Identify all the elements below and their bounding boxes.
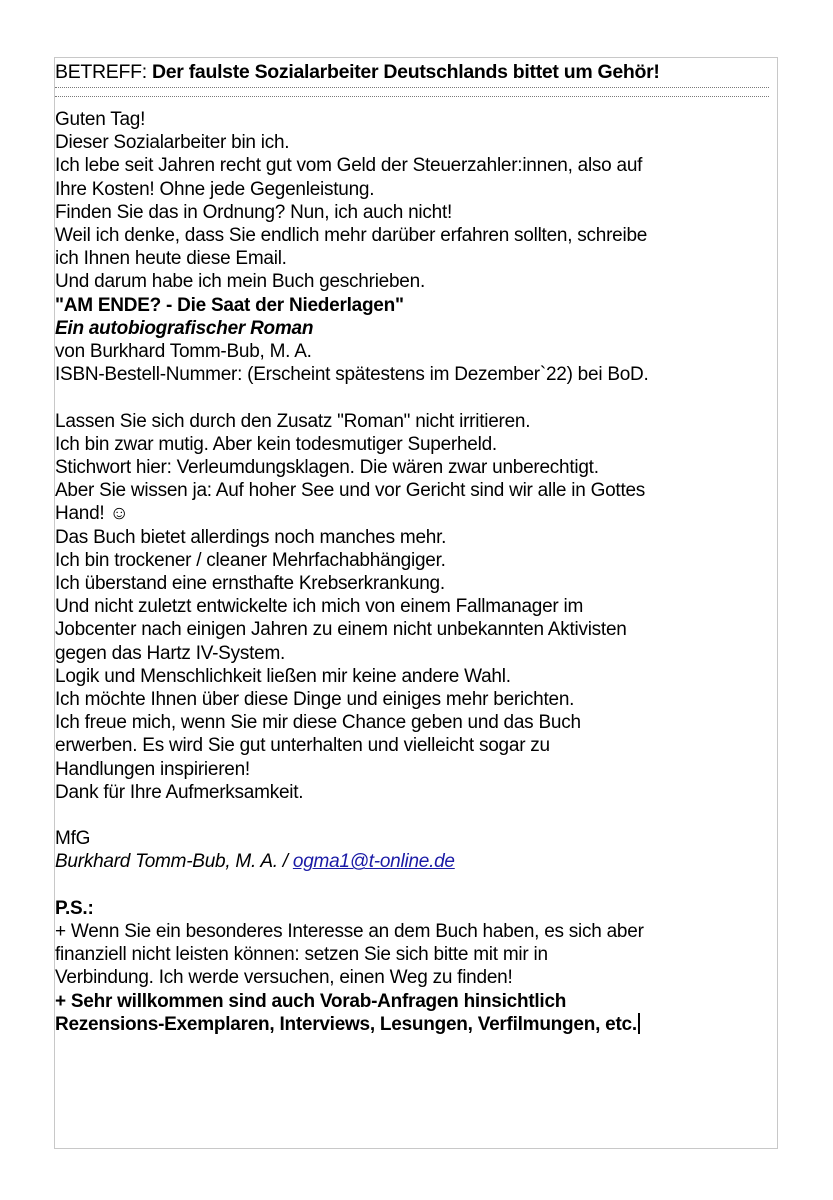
book-title: "AM ENDE? - Die Saat der Niederlagen" <box>55 294 404 316</box>
body-line: ich Ihnen heute diese Email. <box>55 248 287 270</box>
subject-line <box>55 59 777 85</box>
subject-text: Der faulste Sozialarbeiter Deutschlands bittet um Gehör! <box>151 61 660 83</box>
body-line: Lassen Sie sich durch den Zusatz "Roman" nicht irritieren. <box>55 410 531 432</box>
body-line: Das Buch bietet allerdings noch manches mehr. <box>55 526 447 548</box>
body-line: Ich möchte Ihnen über diese Dinge und einiges mehr berichten. <box>55 689 575 711</box>
body-line: Stichwort hier: Verleumdungsklagen. Die wären zwar unberechtigt. <box>55 457 599 479</box>
body-line: Ich bin zwar mutig. Aber kein todesmutiger Superheld. <box>55 433 497 455</box>
ps-line: finanziell nicht leisten können: setzen Sie sich bitte mit mir in <box>55 944 548 966</box>
body-line: Hand! ☺ <box>55 503 129 525</box>
body-line: Guten Tag! <box>55 109 146 130</box>
book-isbn: ISBN-Bestell-Nummer: (Erscheint spätestens im Dezember`22) bei BoD. <box>55 364 649 386</box>
text-cursor <box>638 1013 640 1034</box>
document-page <box>54 57 778 1149</box>
body-line: Aber Sie wissen ja: Auf hoher See und vor Gericht sind wir alle in Gottes <box>55 480 646 502</box>
body-line: Dieser Sozialarbeiter bin ich. <box>55 132 290 154</box>
body-line: Jobcenter nach einigen Jahren zu einem nicht unbekannten Aktivisten <box>55 619 627 641</box>
blank-line <box>55 804 777 827</box>
body-line: erwerben. Es wird Sie gut unterhalten und vielleicht sogar zu <box>55 735 550 757</box>
email-link[interactable]: ogma1@t-online.de <box>292 851 455 873</box>
ps-line: Verbindung. Ich werde versuchen, einen Weg zu finden! <box>55 967 513 989</box>
signature-name: Burkhard Tomm-Bub, M. A. / <box>55 851 288 873</box>
body-line: Ich bin trockener / cleaner Mehrfachabhängiger. <box>55 549 446 571</box>
body-line: gegen das Hartz IV-System. <box>55 642 286 664</box>
body-line: Ich freue mich, wenn Sie mir diese Chance geben und das Buch <box>55 712 581 734</box>
body-line: Dank für Ihre Aufmerksamkeit. <box>55 781 304 803</box>
separator-dotted-top <box>55 87 769 88</box>
signature-line <box>55 850 777 873</box>
body-line: Handlungen inspirieren! <box>55 758 250 780</box>
closing-greeting: MfG <box>55 828 91 850</box>
body-line: Finden Sie das in Ordnung? Nun, ich auch nicht! <box>55 201 453 223</box>
ps-line: + Wenn Sie ein besonderes Interesse an dem Buch haben, es sich aber <box>55 921 644 943</box>
blank-line <box>55 386 777 409</box>
ps-heading: P.S.: <box>55 897 94 919</box>
body-line: Und nicht zuletzt entwickelte ich mich von einem Fallmanager im <box>55 596 584 618</box>
separator-dotted-bottom <box>55 96 769 97</box>
book-subtitle: Ein autobiografischer Roman <box>55 317 314 339</box>
subject-label: BETREFF: <box>55 61 147 83</box>
body-line: Ich lebe seit Jahren recht gut vom Geld der Steuerzahler:innen, also auf <box>55 155 643 177</box>
body-line: Logik und Menschlichkeit ließen mir keine andere Wahl. <box>55 665 511 687</box>
body-line: Ich überstand eine ernsthafte Krebserkrankung. <box>55 573 445 595</box>
email-body[interactable] <box>55 108 777 1036</box>
ps-bold-text: Rezensions-Exemplaren, Interviews, Lesungen, Verfilmungen, etc. <box>55 1013 637 1035</box>
ps-bold-line: + Sehr willkommen sind auch Vorab-Anfragen hinsichtlich <box>55 990 567 1012</box>
body-line: Weil ich denke, dass Sie endlich mehr darüber erfahren sollten, schreibe <box>55 225 648 247</box>
body-line: Ihre Kosten! Ohne jede Gegenleistung. <box>55 178 375 200</box>
body-line: Und darum habe ich mein Buch geschrieben. <box>55 271 425 293</box>
blank-line <box>55 874 777 897</box>
book-author: von Burkhard Tomm-Bub, M. A. <box>55 341 312 363</box>
ps-bold-line-last <box>55 1013 777 1036</box>
